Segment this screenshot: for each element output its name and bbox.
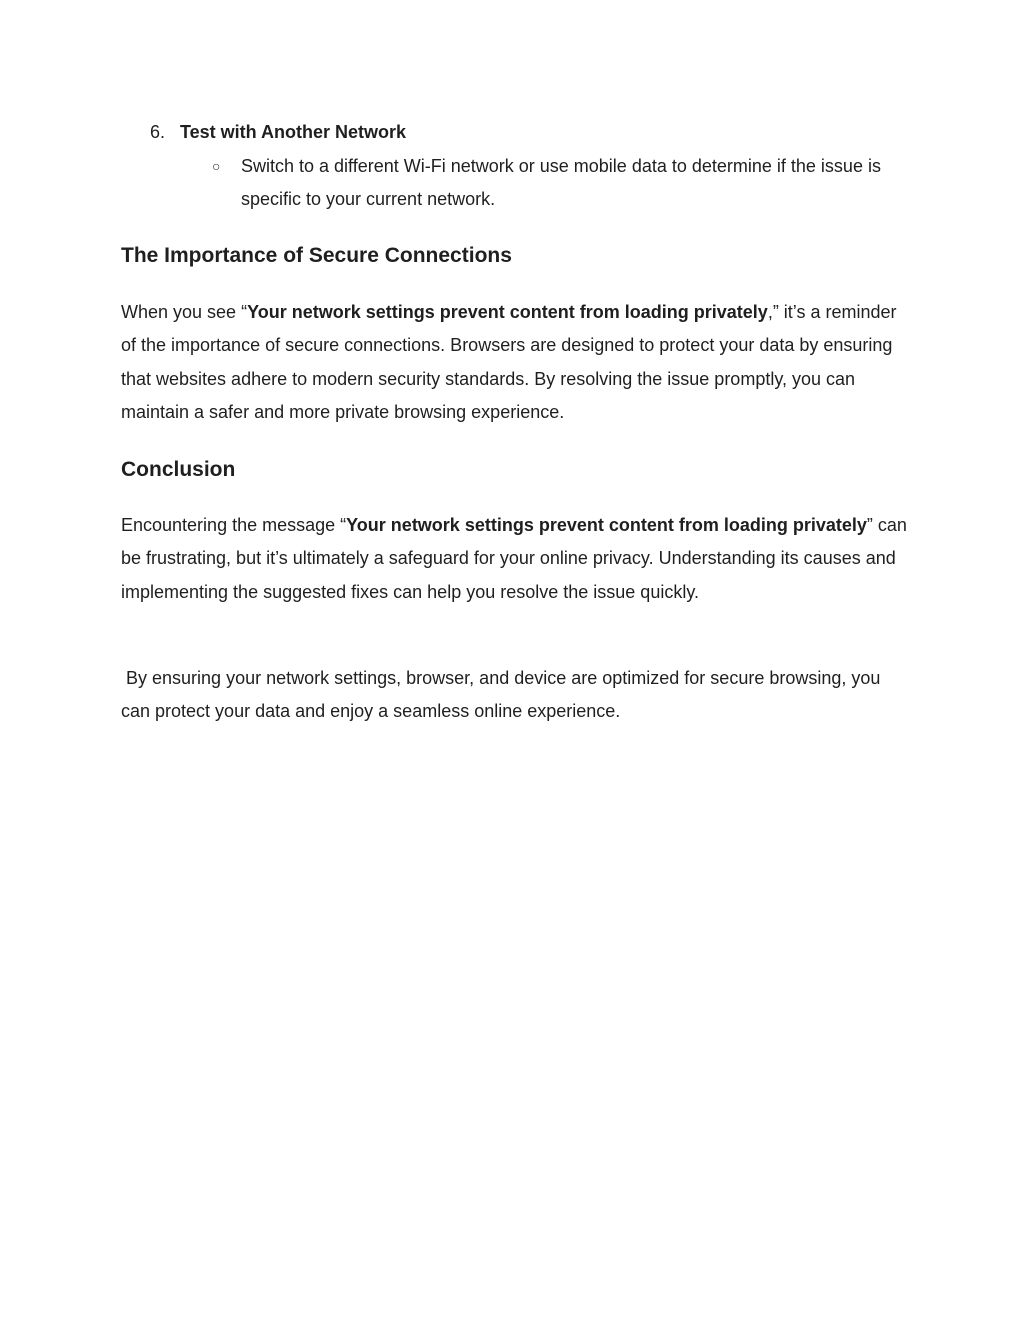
paragraph-text: When you see “: [121, 302, 248, 322]
section-heading-conclusion: Conclusion: [121, 458, 236, 481]
paragraph-text: ,” it’s a reminder of the importance of secure connections. Browsers are designed to protect your data by ensuring that websites adhere to modern security standards. By resolving the issue promptly, you can maintain a safer and more private browsing experience.: [121, 302, 897, 422]
list-item-title: Test with Another Network: [180, 122, 407, 142]
bullet-list-item: [212, 150, 892, 216]
paragraph-text: Encountering the message “: [121, 515, 347, 535]
conclusion-paragraph-1: [121, 509, 911, 609]
hollow-circle-bullet-icon: ○: [212, 158, 221, 174]
section-heading-secure-connections: The Importance of Secure Connections: [121, 244, 512, 267]
bullet-text: Switch to a different Wi-Fi network or use mobile data to determine if the issue is specific to your current network.: [241, 156, 881, 209]
conclusion-paragraph-2: By ensuring your network settings, browser, and device are optimized for secure browsing, you can protect your data and enjoy a seamless online experience.: [121, 668, 886, 722]
paragraph-text: ” can be frustrating, but it’s ultimately a safeguard for your online privacy. Understanding its causes and implementing the suggested fixes can help you resolve the issue quickly.: [121, 515, 907, 602]
bold-quote: Your network settings prevent content from loading privately: [247, 302, 768, 322]
numbered-list-item: [150, 121, 406, 143]
bold-quote: Your network settings prevent content from loading privately: [346, 515, 867, 535]
list-number: 6.: [150, 122, 166, 142]
secure-connections-paragraph: [121, 296, 911, 429]
